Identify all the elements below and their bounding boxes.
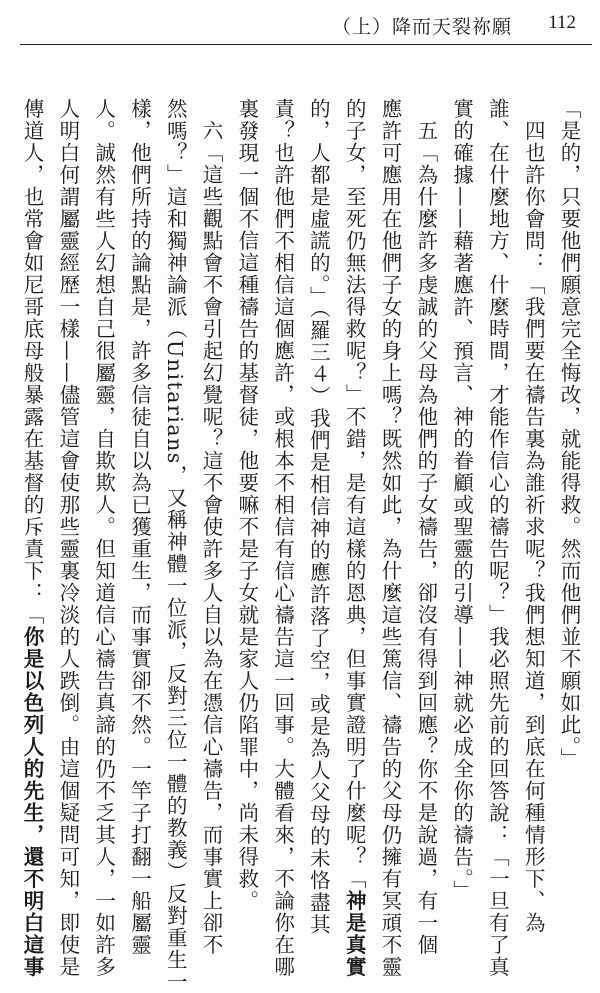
- text-line-8: 的，人都是虛謊的。」（羅三４）我們是相信神的應許落了空，或是為人父母的未恪盡其: [306, 98, 331, 936]
- text-line-3: 誰、在什麼地方、什麼時間，才能作信心的禱告呢？」我必照先前的回答說：「一旦有了真: [485, 98, 510, 978]
- text-line-7-main: 的子女，至死仍無法得救呢？」不錯，是有這樣的恩典，但事實證明了什麼呢？「: [342, 98, 367, 890]
- text-line-5: 五「為什麼許多虔誠的父母為他們的子女禱告，卻沒有得到回應？你不是說過，有一個: [413, 98, 438, 956]
- text-line-7: [335, 98, 371, 978]
- text-line-15: 人明白何謂屬靈經歷一樣——儘管這會使那些靈裏冷淡的人跌倒。由這個疑問可知，即使是: [55, 98, 80, 978]
- page-number: 112: [548, 12, 576, 33]
- text-line-2: 四也許你會問：「我們要在禱告裏為誰祈求呢？我們想知道，到底在何種情形下、為: [521, 98, 546, 934]
- body-text: [6, 98, 586, 993]
- text-line-9: 責？也許他們不相信這個應許，或根本不相信有信心禱告這一回事。大體看來，不論你在哪: [270, 98, 295, 978]
- emphasis-text: 你是以色列人的先生，還不明白這事: [20, 626, 45, 978]
- emphasis-text: 神是真實: [342, 890, 367, 978]
- text-line-14: 人。誠然有些人幻想自己很屬靈，自欺欺人。但知道信心禱告真諦的仍不乏其人，一如許多: [91, 98, 116, 978]
- text-line-4: 實的確據——藉著應許、預言、神的眷顧或聖靈的引導——神就必成全你的禱告。」: [449, 98, 474, 902]
- text-line-11: 六「這些觀點會不會引起幻覺呢？這不會使許多人自以為在憑信心禱告，而事實上卻不: [199, 98, 224, 956]
- text-line-16: [13, 98, 49, 978]
- text-line-6: 應許可應用在他們子女的身上嗎？既然如此，為什麼這些篤信、禱告的父母仍擁有冥頑不靈: [378, 98, 403, 978]
- text-line-1: 「是的，只要他們願意完全悔改，就能得救。然而他們並不願如此。」: [557, 98, 581, 770]
- running-title: （上）降而天裂祢願: [331, 16, 512, 38]
- text-line-16-main: 傳道人，也常會如尼哥底母般暴露在基督的斥責下：「: [20, 98, 45, 626]
- text-line-10: 裏發現一個不信這種禱告的基督徒，他要嘛不是子女就是家人仍陷罪中，尚未得救。: [234, 98, 259, 912]
- text-line-13: 樣，他們所持的論點是，許多信徒自以為已獲重生，而事實卻不然。一竿子打翻一船屬靈: [127, 98, 152, 956]
- page-header: [0, 0, 600, 48]
- header-rule: [20, 44, 592, 45]
- text-line-12: 然嗎？」這和獨神論派（Unitarians，又稱神體一位派，反對三位一體的教義）反對重生一: [163, 98, 188, 993]
